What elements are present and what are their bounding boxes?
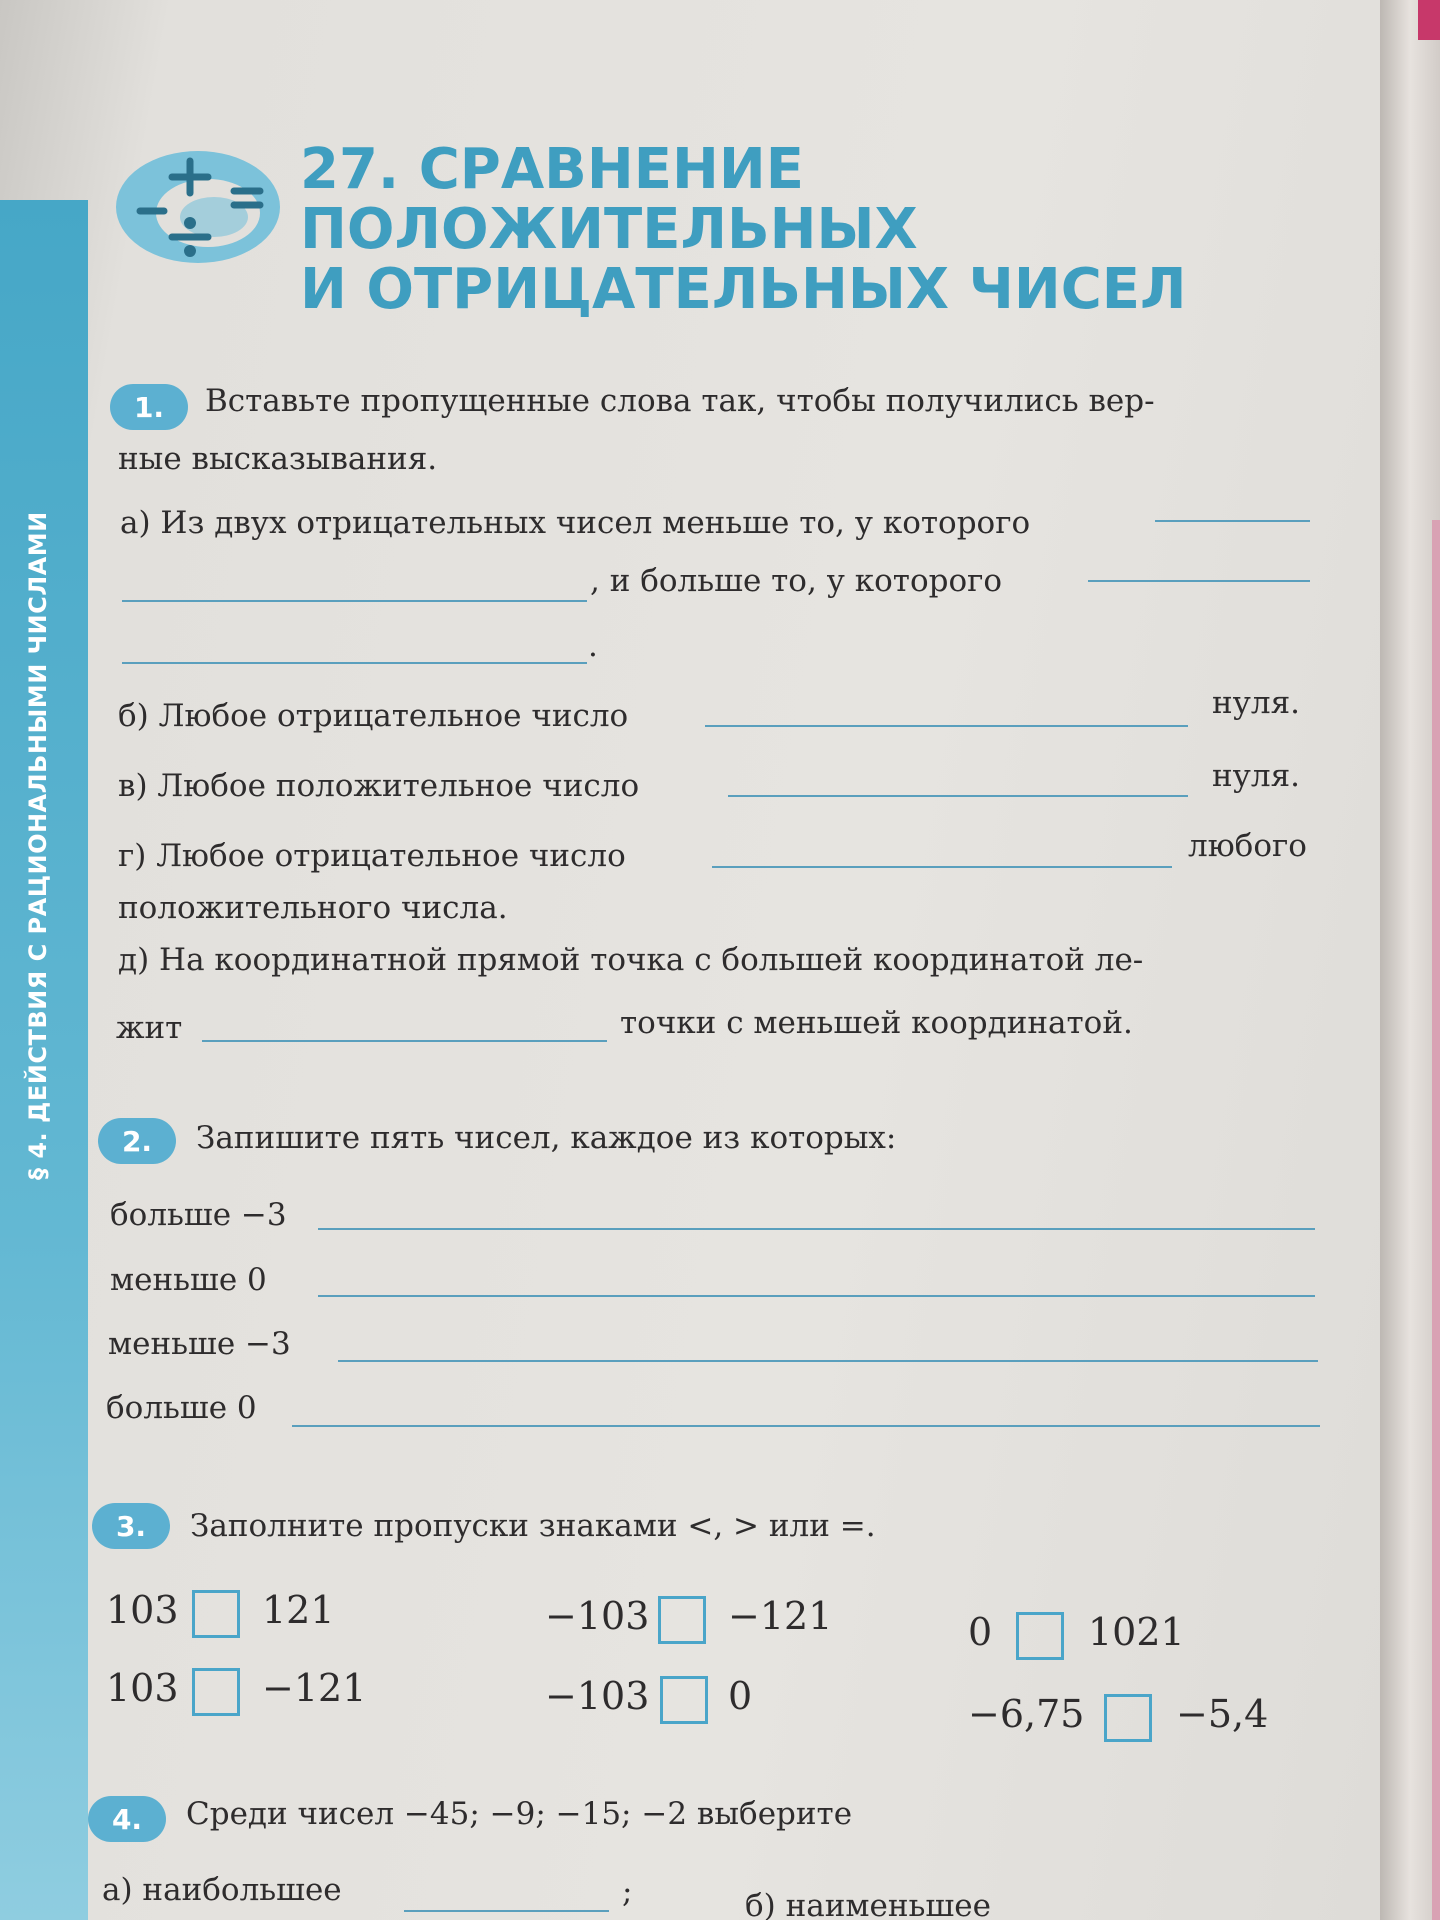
task-3-badge: 3.	[92, 1503, 170, 1549]
task-1a-text: а) Из двух отрицательных чисел меньше то, у которого	[120, 505, 1031, 541]
pair-2-answer-box[interactable]	[192, 1668, 240, 1716]
title-line-3: И ОТРИЦАТЕЛЬНЫХ ЧИСЕЛ	[300, 257, 1187, 322]
task-1d-text: д) На координатной прямой точка с большей координатой ле-	[118, 942, 1144, 978]
task-1b-blank[interactable]	[705, 725, 1188, 727]
pair-1-right: 121	[262, 1588, 335, 1632]
pair-3-left: −103	[545, 1594, 650, 1638]
task-1-prompt-line-2: ные высказывания.	[118, 441, 438, 477]
book-page-edge	[1380, 0, 1440, 1920]
task-4b-label: б) наименьшее	[745, 1888, 991, 1920]
task-1-prompt-line-1: Вставьте пропущенные слова так, чтобы получились вер-	[205, 383, 1155, 419]
task-2-item-2: меньше 0	[110, 1262, 267, 1298]
page-edge-stripe	[1432, 520, 1440, 1920]
task-1v-end: нуля.	[1212, 758, 1301, 794]
task-1g-end: любого	[1188, 828, 1307, 864]
task-2-prompt: Запишите пять чисел, каждое из которых:	[196, 1120, 897, 1156]
pair-2-right: −121	[262, 1666, 367, 1710]
task-1a-blank-2[interactable]	[122, 600, 587, 602]
task-1g-text: г) Любое отрицательное число	[118, 838, 626, 874]
task-1a-period: .	[588, 628, 598, 664]
task-2-blank-4[interactable]	[292, 1425, 1320, 1427]
title-line-2: ПОЛОЖИТЕЛЬНЫХ	[300, 197, 918, 262]
task-2-blank-1[interactable]	[318, 1228, 1315, 1230]
task-2-blank-2[interactable]	[318, 1295, 1315, 1297]
task-1a-blank-3[interactable]	[1088, 580, 1310, 582]
task-1a-text-2: , и больше то, у которого	[590, 563, 1003, 599]
task-2-blank-3[interactable]	[338, 1360, 1318, 1362]
task-1b-text: б) Любое отрицательное число	[118, 698, 629, 734]
task-4a-label: а) наибольшее	[102, 1872, 342, 1908]
pair-3-answer-box[interactable]	[658, 1596, 706, 1644]
task-1a-blank-4[interactable]	[122, 662, 587, 664]
pair-6-right: −5,4	[1176, 1692, 1269, 1736]
task-1a-blank-1[interactable]	[1155, 520, 1310, 522]
task-1d-start: жит	[116, 1010, 183, 1046]
task-1b-end: нуля.	[1212, 685, 1301, 721]
task-4-badge: 4.	[88, 1796, 166, 1842]
task-1d-blank[interactable]	[202, 1040, 607, 1042]
task-3-prompt: Заполните пропуски знаками <, > или =.	[190, 1508, 876, 1544]
task-1g-line-2: положительного числа.	[118, 890, 508, 926]
task-4a-blank[interactable]	[404, 1910, 609, 1912]
task-2-item-3: меньше −3	[108, 1326, 291, 1362]
task-2-badge: 2.	[98, 1118, 176, 1164]
title-line-1: 27. СРАВНЕНИЕ	[300, 137, 804, 202]
task-2-item-1: больше −3	[110, 1197, 287, 1233]
pair-6-answer-box[interactable]	[1104, 1694, 1152, 1742]
section-sidebar	[0, 200, 88, 1920]
pair-5-left: 0	[968, 1610, 993, 1654]
pair-1-answer-box[interactable]	[192, 1590, 240, 1638]
task-1d-end: точки с меньшей координатой.	[620, 1005, 1133, 1041]
task-1g-blank[interactable]	[712, 866, 1172, 868]
section-label: § 4. ДЕЙСТВИЯ С РАЦИОНАЛЬНЫМИ ЧИСЛАМИ	[24, 511, 52, 1180]
task-2-item-4: больше 0	[106, 1390, 257, 1426]
pair-4-answer-box[interactable]	[660, 1676, 708, 1724]
pair-1-left: 103	[106, 1588, 179, 1632]
task-1v-text: в) Любое положительное число	[118, 768, 640, 804]
pair-3-right: −121	[728, 1594, 833, 1638]
pair-6-left: −6,75	[968, 1692, 1085, 1736]
pair-2-left: 103	[106, 1666, 179, 1710]
task-1v-blank[interactable]	[728, 795, 1188, 797]
pair-5-right: 1021	[1088, 1610, 1185, 1654]
pair-5-answer-box[interactable]	[1016, 1612, 1064, 1660]
plus-minus-equals-icon	[110, 145, 290, 275]
bookmark-ribbon	[1418, 0, 1440, 40]
task-1-badge: 1.	[110, 384, 188, 430]
page-title	[300, 137, 1187, 322]
task-4-prompt: Среди чисел −45; −9; −15; −2 выберите	[186, 1796, 853, 1832]
task-4a-end: ;	[622, 1874, 633, 1910]
pair-4-left: −103	[545, 1674, 650, 1718]
pair-4-right: 0	[728, 1674, 753, 1718]
